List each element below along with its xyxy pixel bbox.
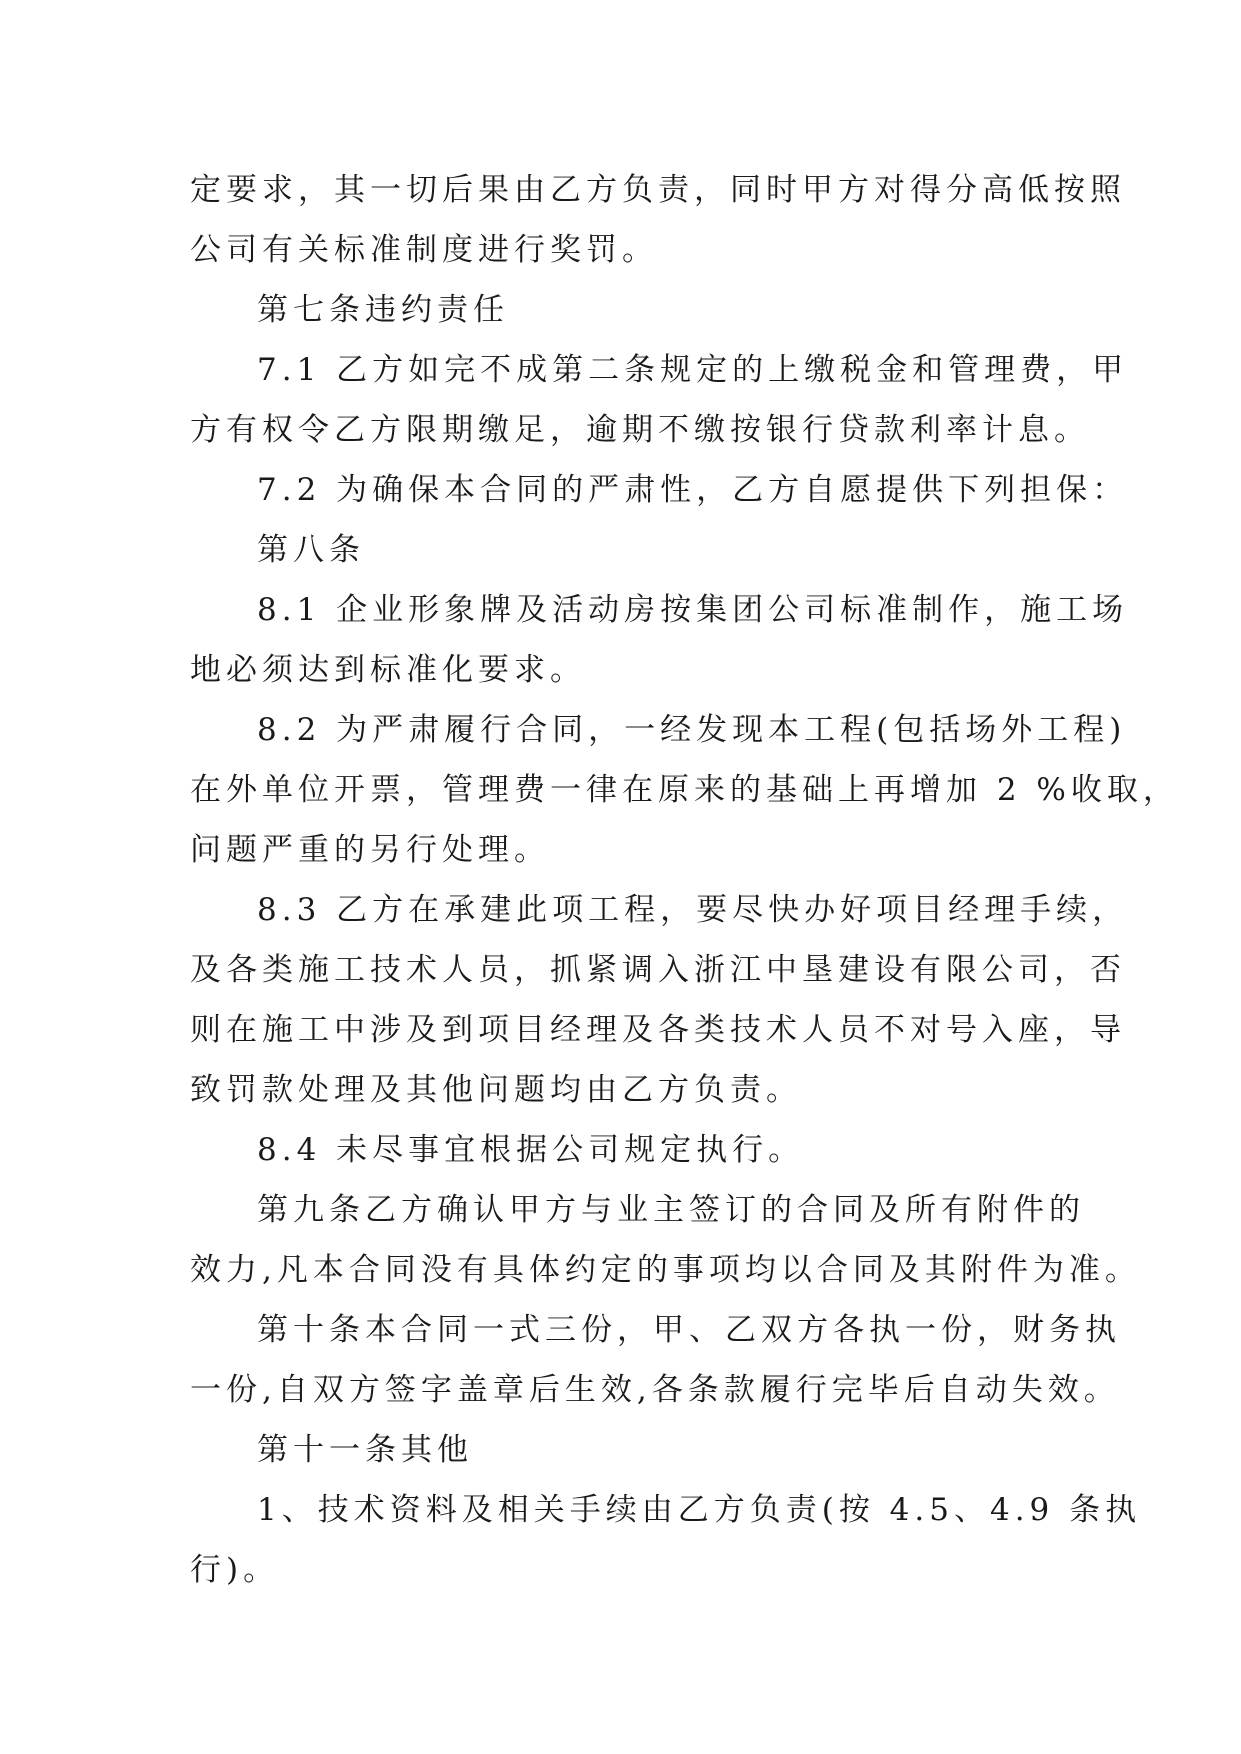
text-line: 行)。 (190, 1552, 280, 1588)
clause-8-2: 8.2 为严肃履行合同，一经发现本工程(包括场外工程) (257, 712, 1127, 748)
clause-8-1: 8.1 企业形象牌及活动房按集团公司标准制作，施工场 (257, 592, 1129, 628)
clause-8-3: 8.3 乙方在承建此项工程，要尽快办好项目经理手续， (257, 892, 1129, 928)
text-line: 问题严重的另行处理。 (190, 832, 550, 868)
text-line: 一份,自双方签字盖章后生效,各条款履行完毕后自动失效。 (190, 1372, 1120, 1408)
text-line: 及各类施工技术人员，抓紧调入浙江中垦建设有限公司，否 (190, 952, 1126, 988)
text-line: 定要求，其一切后果由乙方负责，同时甲方对得分高低按照 (190, 172, 1126, 208)
text-line: 效力,凡本合同没有具体约定的事项均以合同及其附件为准。 (190, 1252, 1141, 1288)
text-line: 在外单位开票，管理费一律在原来的基础上再增加 2 %收取， (190, 772, 1179, 808)
text-line: 方有权令乙方限期缴足，逾期不缴按银行贷款利率计息。 (190, 412, 1090, 448)
text-line: 公司有关标准制度进行奖罚。 (190, 232, 658, 268)
text-line: 地必须达到标准化要求。 (190, 652, 586, 688)
clause-7-1: 7.1 乙方如完不成第二条规定的上缴税金和管理费，甲 (257, 352, 1129, 388)
text-line: 致罚款处理及其他问题均由乙方负责。 (190, 1072, 802, 1108)
section-10: 第十条本合同一式三份，甲、乙双方各执一份，财务执 (257, 1312, 1121, 1348)
section-heading-7: 第七条违约责任 (257, 292, 509, 328)
clause-7-2: 7.2 为确保本合同的严肃性，乙方自愿提供下列担保： (257, 472, 1129, 508)
section-heading-11: 第十一条其他 (257, 1432, 473, 1468)
document-body (190, 160, 1179, 1600)
text-line: 则在施工中涉及到项目经理及各类技术人员不对号入座，导 (190, 1012, 1126, 1048)
section-heading-8: 第八条 (257, 532, 365, 568)
clause-8-4: 8.4 未尽事宜根据公司规定执行。 (257, 1132, 805, 1168)
section-9: 第九条乙方确认甲方与业主签订的合同及所有附件的 (257, 1192, 1085, 1228)
clause-11-1: 1、技术资料及相关手续由乙方负责(按 4.5、4.9 条执 (257, 1492, 1142, 1528)
